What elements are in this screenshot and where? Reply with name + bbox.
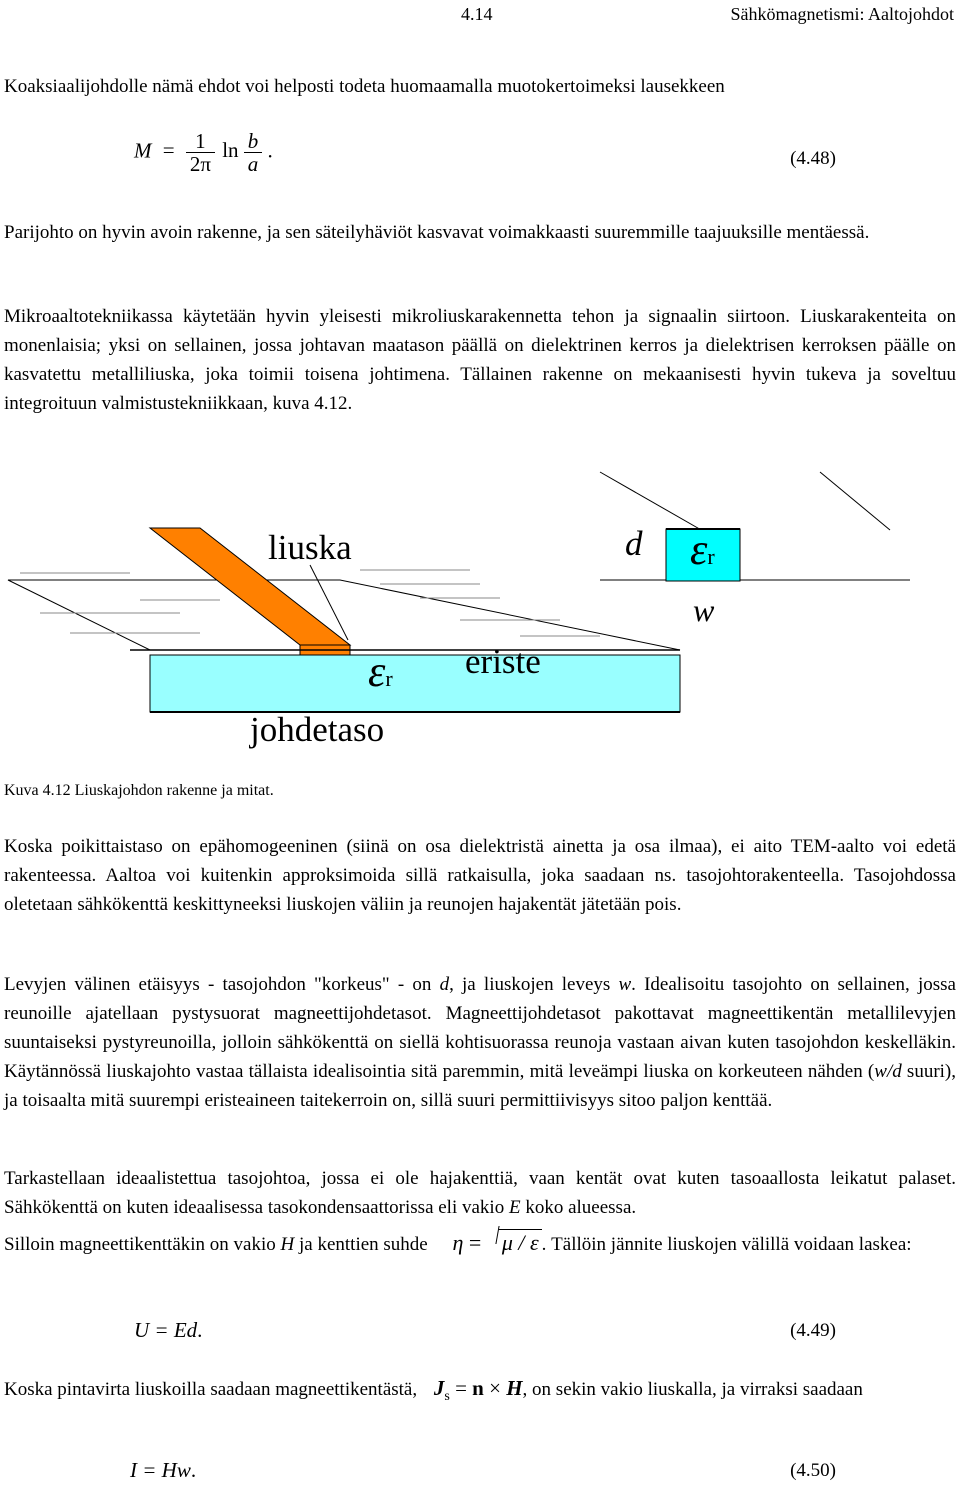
eps-symbol: ε: [368, 647, 386, 696]
p5-w: w: [618, 974, 632, 995]
eq50-body: I = Hw: [130, 1458, 191, 1482]
dielectric-front: [150, 655, 680, 712]
js-equals: =: [455, 1376, 467, 1400]
eq-frac-den: 2π: [189, 152, 211, 176]
eq-frac-num: 1: [186, 130, 215, 153]
p5-text-a: Levyjen välinen etäisyys - tasojohdon "korkeus" - on: [4, 974, 440, 995]
eq-frac2-den: a: [247, 152, 259, 176]
label-johdetaso: johdetaso: [250, 710, 385, 749]
paragraph-7: [4, 1224, 956, 1264]
equation-number-4-49: (4.49): [790, 1320, 836, 1341]
paragraph-6: [4, 1164, 956, 1222]
p6-text-b: koko alueessa.: [520, 1197, 637, 1218]
eq-ln: ln: [222, 138, 239, 163]
eta-equals: =: [468, 1230, 482, 1255]
p5-text-c: . Idealisoitu tasojohto on sellainen, jossa reunoille ajatellaan pystysuorat magneettijohdetasot. Magneettijohdetasot pakottavat magneettikentän metallilevyjen suuntaiseksi pystyreunoilla, jolloin sähkökenttä on siellä kohtisuorassa reunoja vastaan aivan kuten tasojohdon keskelläkin. Käytännössä liuskajohto vastaa tällaista idealisointia sitä paremmin, mitä leveämpi liuska on korkeuteen nähden (: [4, 974, 956, 1082]
js-times: ×: [489, 1376, 501, 1400]
paragraph-4: Koska poikittaistaso on epähomogeeninen (siinä on osa dielektristä ainetta ja osa ilmaa), ei aito TEM-aalto voi edetä rakenteessa. Aaltoa voi kuitenkin approksimoida sillä ratkaisulla, joka saadaan ns. tasojohtorakenteella. Tasojohdossa oletetaan sähkökenttä keskittyneeksi liuskojen väliin ja reunojen hajakentät jätetään pois.: [4, 836, 956, 915]
js-H: H: [506, 1376, 523, 1400]
sqrt-sign: [487, 1224, 542, 1262]
page-number: 4.14: [461, 4, 493, 24]
p7-H: H: [280, 1234, 295, 1255]
eta-equation: [453, 1230, 542, 1255]
paragraph-2: Parijohto on hyvin avoin rakenne, ja sen säteilyhäviöt kasvavat voimakkaasti suuremmille taajuuksille mentäessä.: [4, 222, 870, 243]
eq50-period: .: [190, 1458, 197, 1482]
js-equation: [433, 1376, 523, 1405]
label-eps-inset: [690, 524, 715, 575]
label-eps-main: [368, 646, 393, 697]
label-liuska: liuska: [268, 528, 352, 567]
equation-4-49: [134, 1318, 202, 1343]
js-J: J: [433, 1376, 445, 1400]
paragraph-5: [4, 970, 956, 1115]
eq-lhs: M: [134, 138, 152, 163]
figure-microstrip: [0, 460, 960, 780]
eps-inset-symbol: ε: [690, 525, 708, 574]
eq-fraction-2: [244, 130, 263, 175]
js-sub: s: [444, 1389, 450, 1405]
p8-text-b: , on sekin vakio liuskalla, ja virraksi saadaan: [522, 1379, 863, 1400]
eq49-period: .: [197, 1318, 203, 1342]
eta-symbol: η: [452, 1230, 464, 1255]
eps-sub: r: [385, 666, 393, 691]
p5-text-b: , ja liuskojen leveys: [449, 974, 619, 995]
figure-caption: Kuva 4.12 Liuskajohdon rakenne ja mitat.: [4, 782, 274, 799]
paragraph-3: Mikroaaltotekniikassa käytetään hyvin yleisesti mikroliuskarakennetta tehon ja signaalin siirtoon. Liuskarakenteita on monenlaisia; yksi on sellainen, jossa johtavan maatason päällä on dielektrinen kerros ja dielektrisen kerroksen päälle on kasvatettu metalliliuska, joka toimii toisena johtimena. Tällainen rakenne on mekaanisesti hyvin tukeva ja soveltuu integroituun valmistustekniikkaan, kuva 4.12.: [4, 306, 956, 414]
eps-inset-sub: r: [707, 544, 715, 569]
equation-number-4-48: (4.48): [790, 148, 836, 169]
label-w: w: [693, 592, 715, 628]
js-n: n: [472, 1376, 484, 1400]
eq-period: .: [267, 138, 273, 163]
eq-equals: =: [162, 138, 175, 163]
p5-wd: w/d: [874, 1061, 902, 1082]
label-eriste: eriste: [465, 642, 541, 681]
p7-text-c: . Tällöin jännite liuskojen välillä voidaan laskea:: [541, 1234, 912, 1255]
p6-E: E: [508, 1197, 521, 1218]
ground-plane-top: [8, 580, 680, 650]
chapter-title: Sähkömagnetismi: Aaltojohdot: [730, 4, 954, 24]
paragraph-1: Koaksiaalijohdolle nämä ehdot voi helposti todeta huomaamalla muotokertoimeksi lausekkeen: [4, 76, 725, 97]
equation-number-4-50: (4.50): [790, 1460, 836, 1481]
eq-fraction-1: [186, 130, 215, 175]
eq49-body: U = Ed: [134, 1318, 198, 1342]
eq-frac2-num: b: [244, 130, 263, 153]
p5-text-e: suuri), ja toisaalta mitä suurempi eristeaineen taitekerroin on, sillä suuri permittiivisyys sitoo paljon kenttää.: [4, 1061, 957, 1111]
p6-text-a: Tarkastellaan ideaalistettua tasojohtoa, jossa ei ole hajakenttiä, vaan kentät ovat kuten tasoaallosta leikatut palaset. Sähkökenttä on kuten ideaalisessa tasokondensaattorissa eli vakio: [4, 1168, 956, 1218]
p5-d: d: [439, 974, 450, 995]
eta-inner: μ / ε: [499, 1229, 542, 1255]
p8-text-a: Koska pintavirta liuskoilla saadaan magneettikentästä,: [4, 1379, 418, 1400]
equation-4-50: [130, 1458, 196, 1483]
paragraph-8: [4, 1372, 956, 1413]
label-d: d: [625, 524, 643, 563]
p7-text-b: ja kenttien suhde: [294, 1234, 428, 1255]
p7-text-a: Silloin magneettikenttäkin on vakio: [4, 1234, 281, 1255]
equation-4-48: [134, 130, 273, 175]
